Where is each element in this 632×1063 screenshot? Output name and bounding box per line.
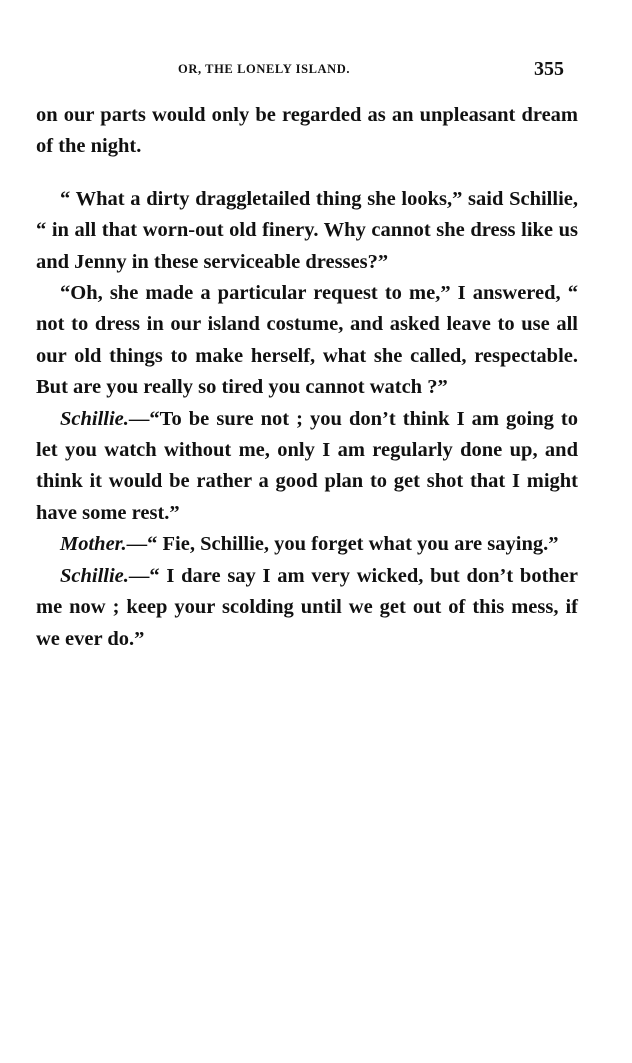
running-title: OR, THE LONELY ISLAND. [178,62,351,76]
speaker-name: Schillie. [60,564,129,587]
paragraph-text: —“ Fie, Schillie, you forget what you are saying.” [126,533,559,556]
paragraph-text: “Oh, she made a particular request to me,” I answered, “ not to dress in our island costume, and asked leave to use all our old things to make herself, what she called, respectable. But are you really so tired you cannot watch ?” [36,282,578,399]
page-number: 355 [534,58,564,80]
body-text [36,100,578,655]
paragraph-dialogue [36,404,578,530]
paragraph-dialogue [36,529,578,560]
speaker-name: Schillie. [60,407,129,430]
paragraph-text: —“ I dare say I am very wicked, but don’t bother me now ; keep your scolding until we get out of this mess, if we ever do.” [36,564,578,650]
paragraph-text: —“To be sure not ; you don’t think I am going to let you watch without me, only I am regularly done up, and think it would be rather a good plan to get shot that I might have some rest.” [36,407,578,524]
paragraph-dialogue [36,184,578,278]
paragraph-dialogue [36,561,578,655]
paragraph-text: “ What a dirty draggletailed thing she looks,” said Schillie, “ in all that worn-out old finery. Why cannot she dress like us and Jenny in these serviceable dresses?” [36,187,578,273]
paragraph-continuation [36,100,578,163]
paragraph-dialogue [36,278,578,404]
paragraph-text: on our parts would only be regarded as an unpleasant dream of the night. [36,104,578,158]
running-head [0,58,632,84]
speaker-name: Mother. [60,533,127,556]
